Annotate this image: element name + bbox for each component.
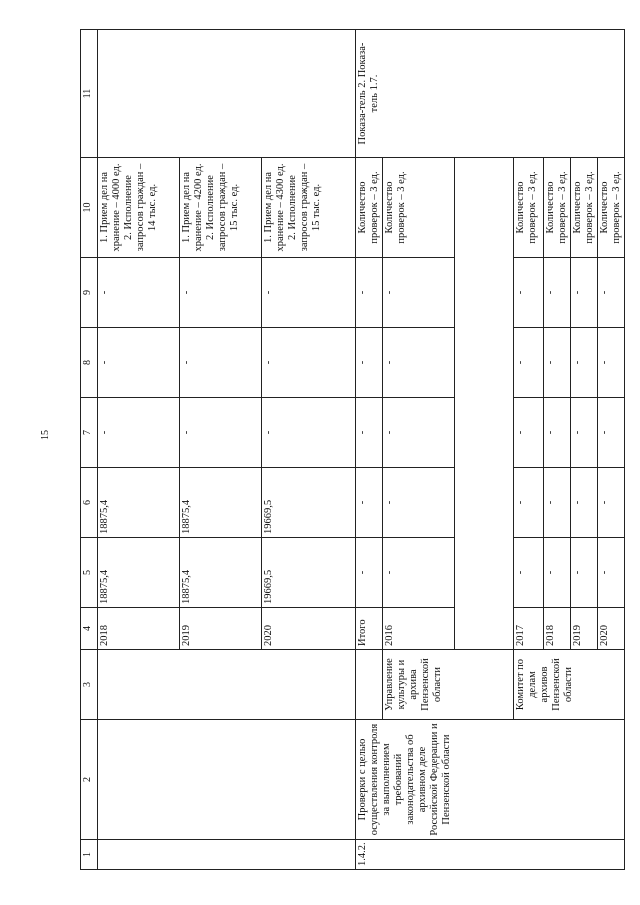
value-cell: - [543,258,570,328]
value-cell: - [180,328,262,398]
item-number: 1.4.2. [356,840,625,870]
executor-text: Управление культуры и архива Пензенской области [384,658,444,711]
result-text: Количество проверок – 3 ед. [598,171,622,244]
value-cell: - [98,328,180,398]
value-cell: 18875,4 [180,538,262,608]
result-text: Количество проверок – 3 ед. [384,171,408,244]
header-2: 2 [81,720,98,840]
page-number: 15 [40,430,51,440]
value-cell: - [570,468,597,538]
result-text: 1. Прием дел на хранение – 4000 ед. 2. Исполнение запросов граждан – 14 тыс. ед. [99,163,159,252]
header-6: 6 [81,468,98,538]
result-text: Количество проверок – 3 ед. [571,171,595,244]
table-row [98,30,180,870]
value-cell: 18875,4 [98,468,180,538]
value-cell: - [180,258,262,328]
header-4: 4 [81,608,98,650]
value-cell: - [262,328,356,398]
result-text: 1. Прием дел на хранение – 4300 ед. 2. Исполнение запросов граждан – 15 тыс. ед. [263,163,323,252]
value-cell: - [513,258,543,328]
header-row [81,30,98,870]
value-cell: - [513,328,543,398]
header-8: 8 [81,328,98,398]
executor-cell [513,650,624,720]
value-cell: - [597,468,624,538]
empty-executor-cell [98,650,356,720]
result-cell [262,158,356,258]
executor-cell [383,650,514,720]
value-cell: 19669,5 [262,538,356,608]
value-cell: - [98,258,180,328]
value-cell: - [383,328,455,398]
year-cell: 2020 [597,608,624,650]
empty-name-cell [98,720,356,840]
value-cell: - [543,468,570,538]
value-cell: - [98,398,180,468]
value-cell: - [570,398,597,468]
value-cell: - [543,538,570,608]
value-cell: - [570,328,597,398]
value-cell: - [383,258,455,328]
value-cell: - [543,398,570,468]
value-cell: - [356,398,383,468]
value-cell: - [597,328,624,398]
year-cell: 2018 [98,608,180,650]
value-cell: - [356,258,383,328]
value-cell: - [513,538,543,608]
header-10: 10 [81,158,98,258]
value-cell: - [597,398,624,468]
value-cell: - [513,468,543,538]
result-text: 1. Прием дел на хранение – 4200 ед. 2. Исполнение запросов граждан – 15 тыс. ед. [181,163,241,252]
value-cell: - [356,328,383,398]
value-cell: - [570,538,597,608]
header-1: 1 [81,840,98,870]
empty-indicator-cell [98,30,356,158]
value-cell: - [356,468,383,538]
year-cell: 2019 [570,608,597,650]
value-cell: 18875,4 [98,538,180,608]
result-cell [543,158,570,258]
year-cell: Итого [356,608,383,650]
value-cell: - [383,468,455,538]
year-cell: 2016 [383,608,455,650]
header-3: 3 [81,650,98,720]
value-cell: - [180,398,262,468]
rotated-table-wrapper [80,30,625,870]
indicator-cell [356,30,625,158]
item-name [356,720,625,840]
value-cell: - [597,538,624,608]
value-cell: - [383,398,455,468]
year-cell: 2017 [513,608,543,650]
result-cell [180,158,262,258]
item-name-text: Проверки с целью осуществления контроля за выполнением требований законодательства об архивном деле Российской Федерации и Пензенской области [357,723,453,836]
header-7: 7 [81,398,98,468]
header-5: 5 [81,538,98,608]
result-cell [513,158,543,258]
value-cell: - [543,328,570,398]
value-cell: - [262,398,356,468]
table-row [356,30,383,870]
value-cell: - [513,398,543,468]
year-cell: 2019 [180,608,262,650]
value-cell: - [383,538,455,608]
result-cell [383,158,455,258]
year-cell: 2020 [262,608,356,650]
value-cell: 18875,4 [180,468,262,538]
value-cell: - [356,538,383,608]
header-9: 9 [81,258,98,328]
empty-executor-cell [356,650,383,720]
result-text: Количество проверок – 3 ед. [357,171,381,244]
empty-num-cell [98,840,356,870]
value-cell: - [262,258,356,328]
program-table [80,29,625,870]
header-11: 11 [81,30,98,158]
value-cell: - [597,258,624,328]
year-cell: 2018 [543,608,570,650]
executor-text: Комитет по делам архивов Пензенской области [514,658,574,711]
result-text: Количество проверок – 3 ед. [544,171,568,244]
indicator-text: Показа-тель 2. Показа-тель 1.7. [357,42,381,145]
result-text: Количество проверок – 3 ед. [514,171,538,244]
result-cell [356,158,383,258]
value-cell: 19669,5 [262,468,356,538]
result-cell [570,158,597,258]
result-cell [597,158,624,258]
result-cell [98,158,180,258]
value-cell: - [570,258,597,328]
